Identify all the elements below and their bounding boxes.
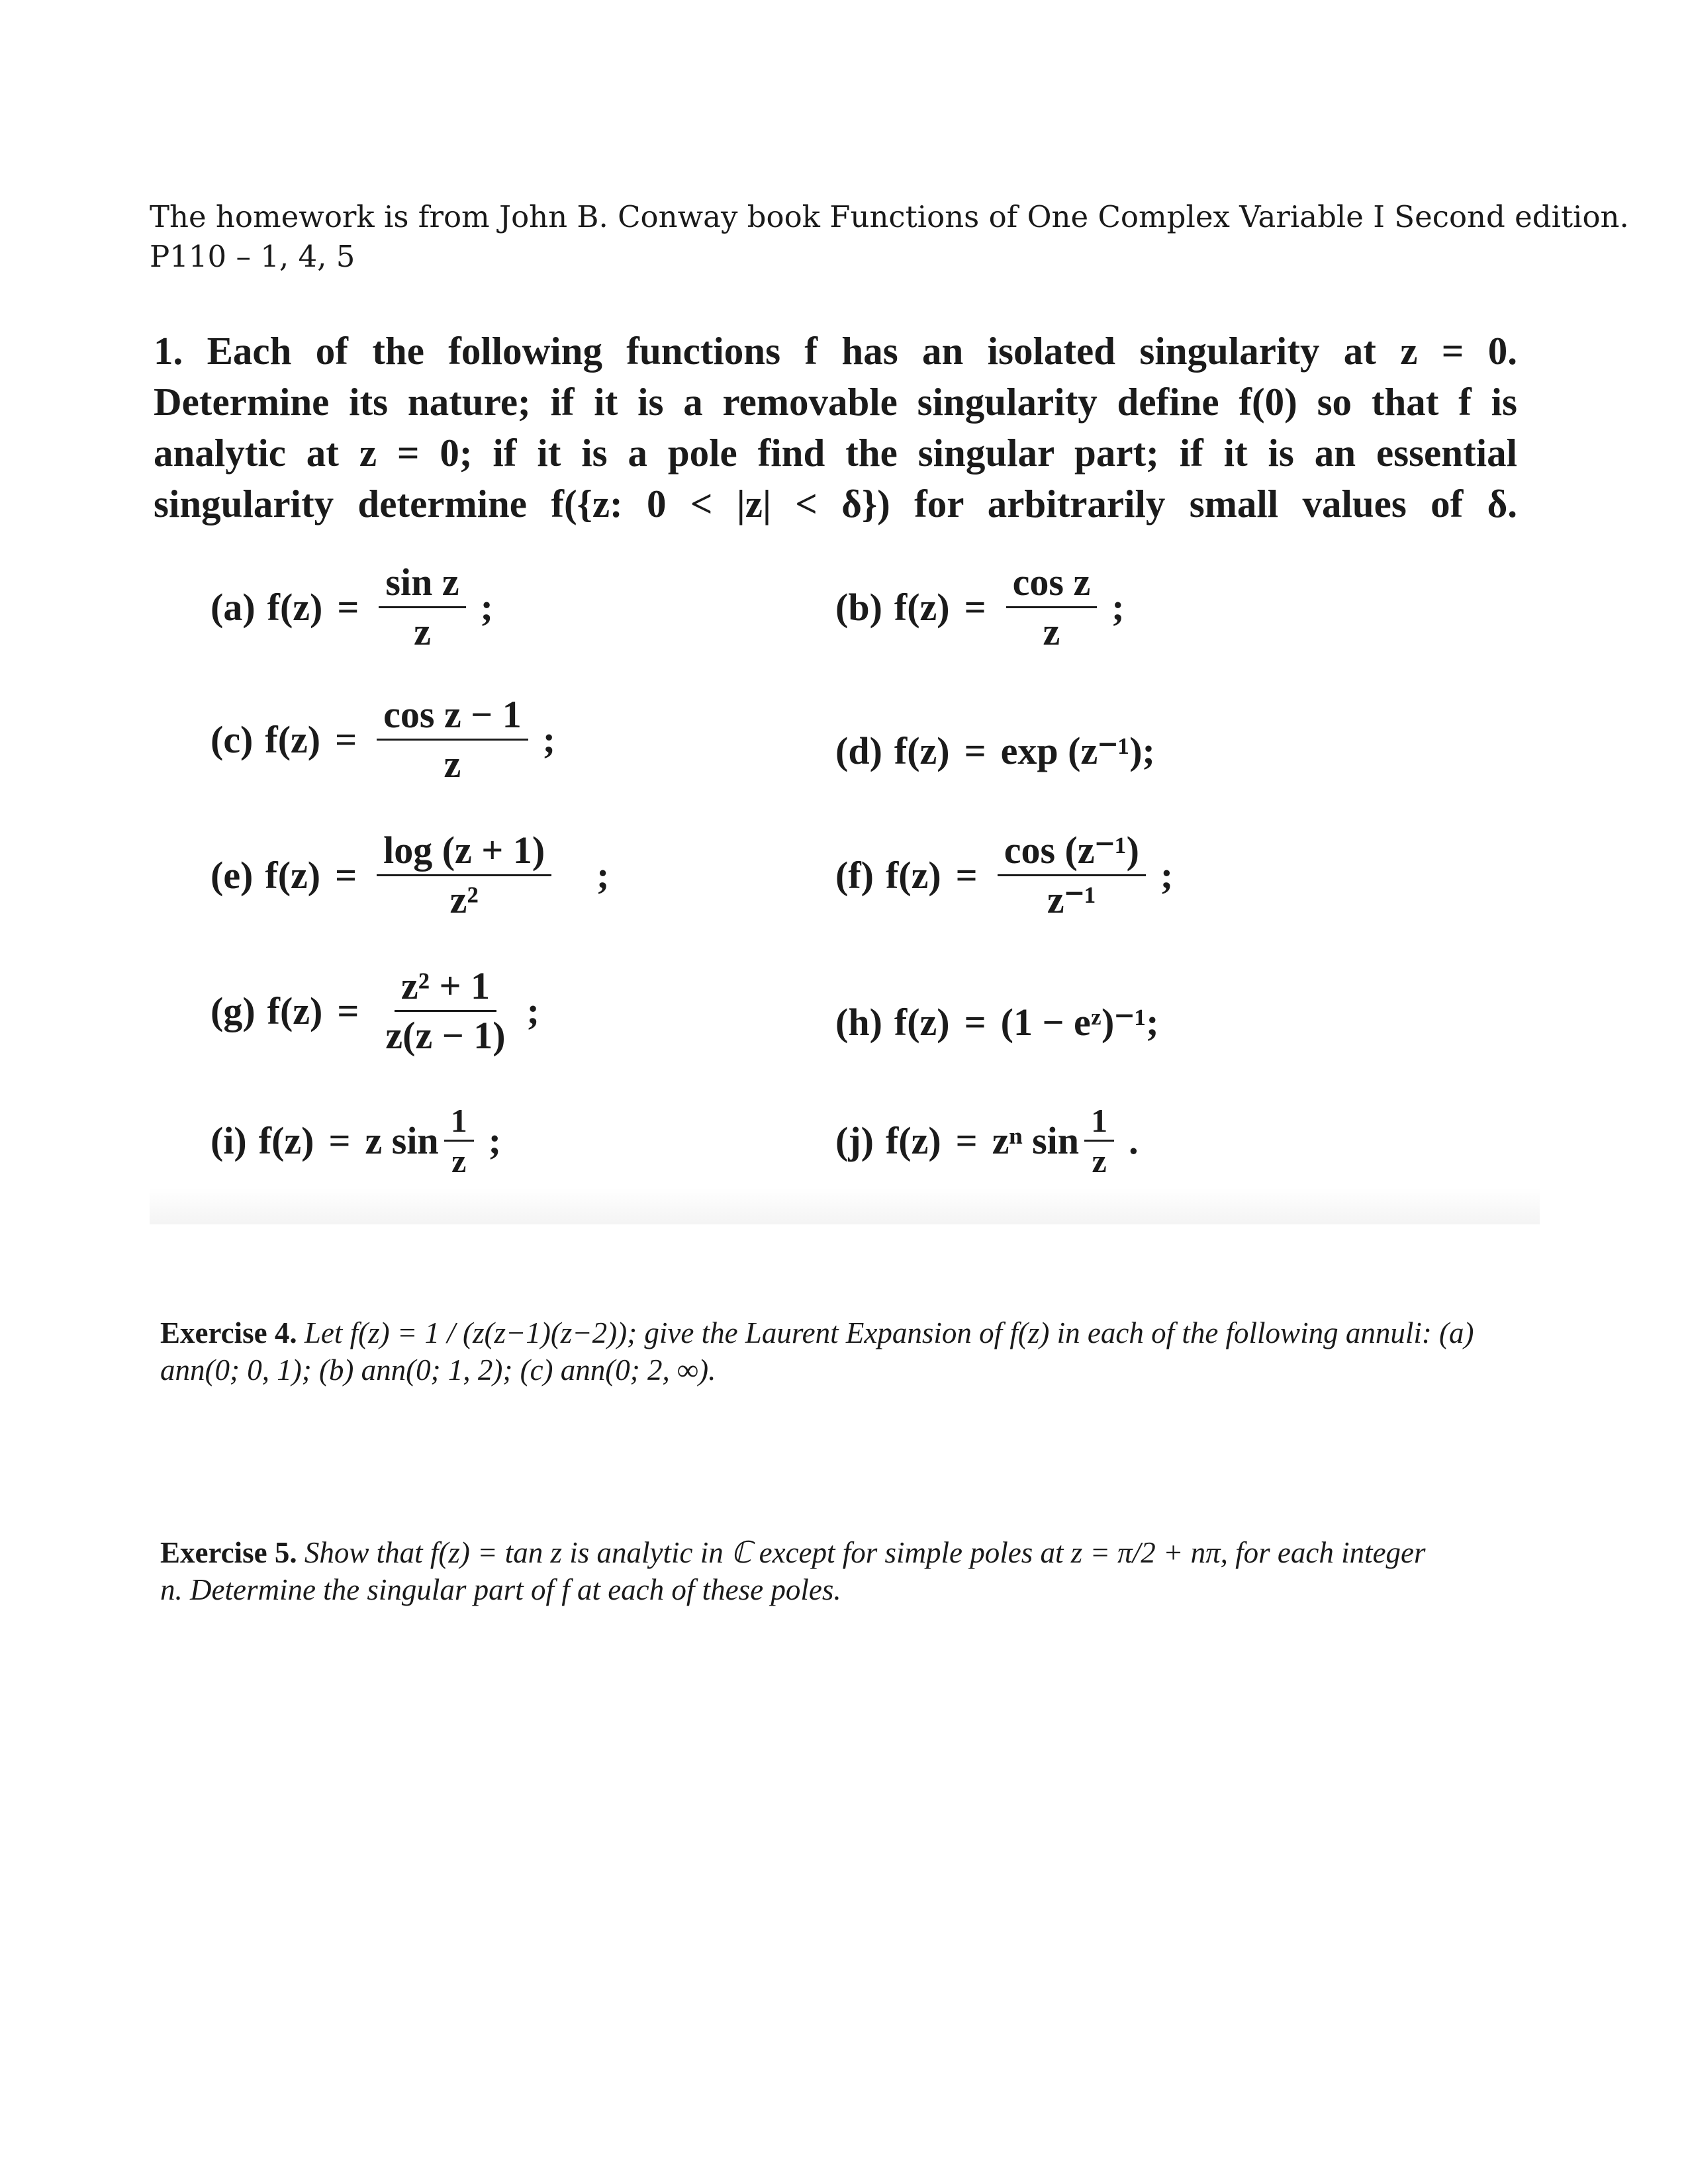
formula-e-denominator: z² [449,878,479,921]
formula-j-numerator: 1 [1084,1105,1114,1142]
exercise-5-text-1: Show that f(z) = tan z is analytic in ℂ except for simple poles at z = π/2 + nπ, for each integer [304,1536,1426,1569]
problem-1-panel [150,311,1540,1224]
formula-b-equals: = [964,586,986,629]
exercise-4-title: Exercise 4. [160,1316,297,1349]
formula-h-rhs: (1 − eᶻ)⁻¹; [1000,1001,1159,1044]
formula-i-equals: = [328,1119,351,1162]
formula-b-punct: ; [1111,586,1125,629]
formula-d-lhs: f(z) [894,729,950,772]
formula-a-lhs: f(z) [267,586,323,629]
exercise-4-text-1: Let f(z) = 1 / (z(z−1)(z−2)); give the Laurent Expansion of f(z) in each of the following annuli: (a) [304,1316,1474,1349]
formula-j-lhs: f(z) [885,1119,941,1162]
formula-j-label: (j) [835,1119,874,1162]
formula-i [211,1102,502,1179]
formula-e-label: (e) [211,854,254,897]
formula-a-denominator: z [414,610,431,653]
formula-b [835,563,1125,652]
formula-f-lhs: f(z) [885,854,941,897]
formula-c-label: (c) [211,718,254,761]
formula-g-equals: = [337,989,359,1032]
formula-a-label: (a) [211,586,256,629]
formula-f-fraction [998,831,1146,920]
formula-d [835,728,1155,773]
formula-f-punct: ; [1160,854,1174,897]
formula-e [211,831,610,920]
formula-h-equals: = [964,1000,986,1044]
formula-g-fraction [379,966,512,1056]
formula-j-fraction [1084,1102,1114,1179]
formula-g-denominator: z(z − 1) [385,1014,506,1057]
formula-d-equals: = [964,729,986,772]
formula-b-denominator: z [1043,610,1060,653]
formula-i-label: (i) [211,1119,247,1162]
problem-1-statement [154,326,1517,529]
formula-b-fraction [1006,563,1098,652]
formula-a-numerator: sin z [379,563,465,608]
formula-f-label: (f) [835,854,874,897]
formula-e-fraction [377,831,551,920]
formula-i-fraction [444,1102,474,1179]
formula-g [211,966,539,1056]
formula-h [835,999,1159,1044]
formula-a-fraction [379,563,465,652]
formula-j-equals: = [955,1119,978,1162]
formula-g-label: (g) [211,989,256,1032]
formula-a-equals: = [337,586,359,629]
formula-h-label: (h) [835,1000,882,1044]
formula-j [835,1102,1139,1179]
problem-1-line-1: 1. Each of the following functions f has an isolated singularity at z = 0. [154,329,1517,373]
formula-c [211,695,555,784]
formula-i-lhs: f(z) [258,1119,314,1162]
formula-d-label: (d) [835,729,882,772]
formula-i-numerator: 1 [444,1105,474,1142]
formula-e-equals: = [335,854,357,897]
formula-c-lhs: f(z) [265,718,321,761]
exercise-5-text-2: n. Determine the singular part of f at each of these poles. [160,1573,841,1606]
formula-b-numerator: cos z [1006,563,1098,608]
formula-i-prefix: z sin [365,1119,439,1162]
exercise-5-title: Exercise 5. [160,1536,297,1569]
exercise-4-line-1 [160,1314,1524,1351]
formula-a [211,563,493,652]
formula-j-prefix: zⁿ sin [992,1119,1080,1162]
formula-e-punct: ; [596,854,610,897]
formula-e-lhs: f(z) [265,854,321,897]
formula-b-label: (b) [835,586,882,629]
exercise-5-line-1 [160,1534,1524,1571]
formula-f-numerator: cos (z⁻¹) [998,831,1146,876]
exercise-5 [160,1534,1524,1608]
formula-f-denominator: z⁻¹ [1047,878,1096,921]
exercise-4 [160,1314,1524,1388]
formula-g-numerator: z² + 1 [395,966,496,1012]
formula-i-punct: ; [488,1119,502,1162]
header-line-1: The homework is from John B. Conway book Functions of One Complex Variable I Second edition. [150,199,1629,234]
problem-1-line-3: analytic at z = 0; if it is a pole find the singular part; if it is an essential [154,431,1517,475]
formula-c-denominator: z [444,743,461,786]
formula-f [835,831,1173,920]
formula-e-numerator: log (z + 1) [377,831,551,876]
formula-i-denominator: z [451,1142,467,1179]
formula-c-numerator: cos z − 1 [377,695,528,741]
formula-c-fraction [377,695,528,784]
formula-j-punct: . [1129,1119,1139,1162]
formula-c-equals: = [335,718,357,761]
formula-a-punct: ; [480,586,493,629]
formula-c-punct: ; [542,718,556,761]
formula-d-rhs: exp (z⁻¹); [1000,729,1155,772]
formula-f-equals: = [955,854,978,897]
exercise-4-text-2: ann(0; 0, 1); (b) ann(0; 1, 2); (c) ann(0; 2, ∞). [160,1353,716,1387]
problem-1-line-4: singularity determine f({z: 0 < |z| < δ}) for arbitrarily small values of δ. [154,482,1517,525]
problem-1-line-2: Determine its nature; if it is a removable singularity define f(0) so that f is [154,380,1517,424]
header-line-2: P110 – 1, 4, 5 [150,239,355,274]
formula-h-lhs: f(z) [894,1000,950,1044]
header [150,197,1629,277]
formula-g-punct: ; [526,989,539,1032]
formula-g-lhs: f(z) [267,989,323,1032]
formula-b-lhs: f(z) [894,586,950,629]
formula-j-denominator: z [1092,1142,1107,1179]
